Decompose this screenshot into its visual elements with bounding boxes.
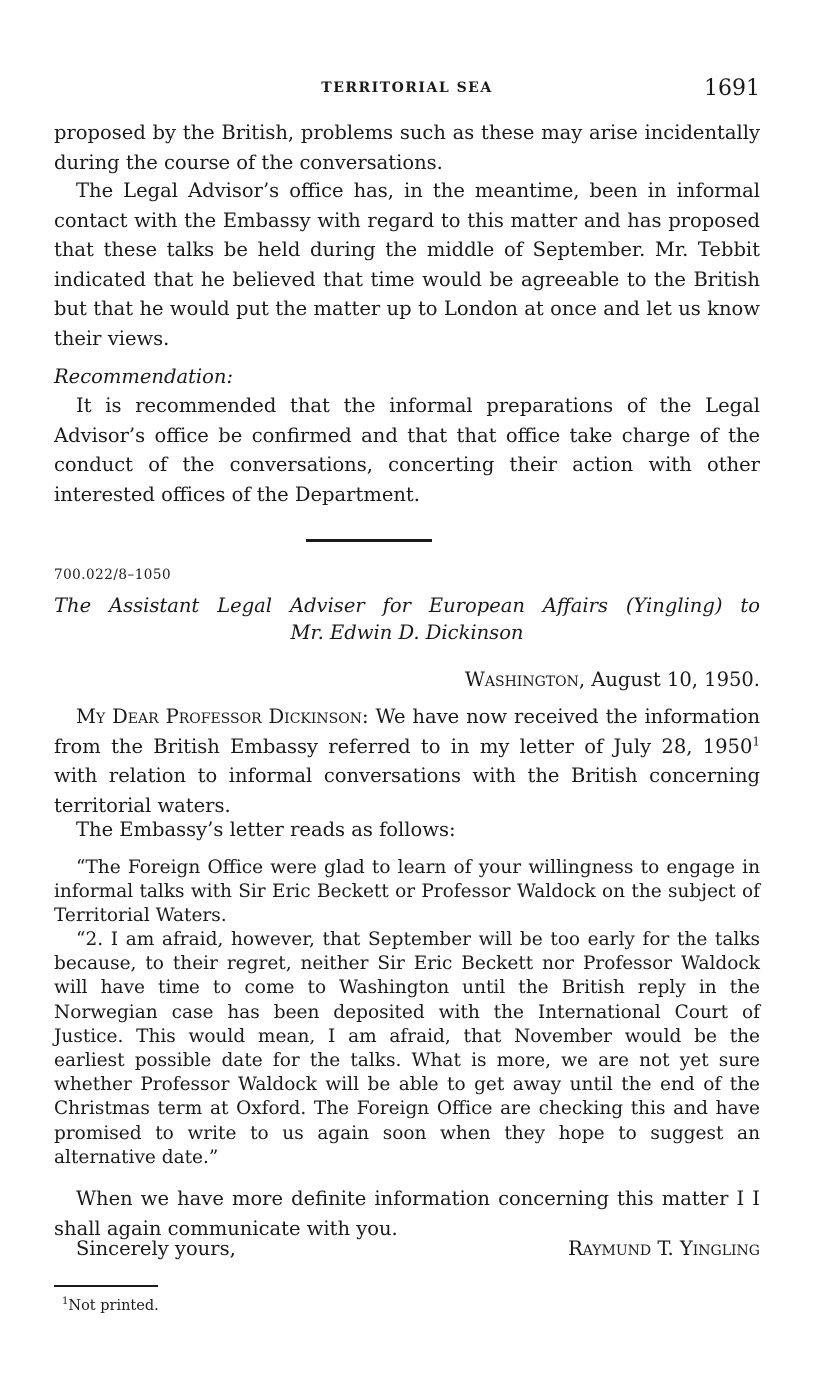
signoff-line	[54, 1237, 760, 1267]
paragraph-continuation: proposed by the British, problems such as these may arise incidentally during the course of the conversations.	[54, 121, 760, 174]
dateline-place: Washington,	[464, 668, 586, 691]
signature: Raymund T. Yingling	[568, 1237, 760, 1260]
letter-paragraph-1-text-a: We have now received the information from the British Embassy referred to in my letter of July 28, 1950	[54, 705, 761, 758]
footnote-text: Not printed.	[68, 1297, 159, 1314]
dateline	[465, 668, 760, 691]
section-divider	[306, 539, 432, 542]
letter-paragraph-1	[54, 702, 760, 820]
running-head-title: TERRITORIAL SEA	[321, 80, 493, 96]
quote-paragraph-2: “2. I am afraid, however, that September will be too early for the talks because, to their regret, neither Sir Eric Beckett nor Professor Waldock will have time to come to Washington until the British reply in the Norwegian case has been deposited with the International Court of Justice. This would mean, I am afraid, that November would be the earliest possible date for the talks. What is more, we are not yet sure whether Professor Waldock will be able to get away until the end of the Christmas term at Oxford. The Foreign Office are checking this and have promised to write to us again soon when they hope to suggest an alternative date.”	[54, 929, 760, 1168]
footnote-reference: 1	[752, 734, 760, 749]
footnote	[62, 1296, 159, 1314]
document-title	[54, 592, 760, 646]
recommendation-heading: Recommendation:	[54, 365, 234, 388]
running-head	[54, 76, 760, 106]
page-number: 1691	[704, 76, 760, 101]
sign-off: Sincerely yours,	[76, 1237, 236, 1260]
closing-paragraph: When we have more definite information concerning this matter I I shall again communicate with you.	[54, 1187, 760, 1240]
footnote-rule	[54, 1285, 158, 1287]
letter-paragraph-2: The Embassy’s letter reads as follows:	[76, 818, 456, 841]
letter-paragraph-1-text-b: with relation to informal conversations with the British concerning territorial waters.	[54, 764, 760, 817]
document-title-line-1: The Assistant Legal Adviser for European Affairs (Yingling) to	[54, 594, 760, 617]
file-number: 700.022/8–1050	[54, 567, 172, 583]
dateline-date: August 10, 1950.	[591, 668, 760, 691]
paragraph-legal-office: The Legal Advisor’s office has, in the meantime, been in informal contact with the Embassy with regard to this matter and has proposed that these talks be held during the middle of September. Mr. Tebbit indicated that he believed that time would be agreeable to the British but that he would put the matter up to London at once and let us know their views.	[54, 179, 760, 350]
document-title-line-2: Mr. Edwin D. Dickinson	[290, 621, 524, 644]
recommendation-text: It is recommended that the informal preparations of the Legal Advisor’s office be confirmed and that that office take charge of the conduct of the conversations, concerting their action with other interested offices of the Department.	[54, 394, 760, 506]
quote-paragraph-1: “The Foreign Office were glad to learn of your willingness to engage in informal talks with Sir Eric Beckett or Professor Waldock on the subject of Territorial Waters.	[54, 857, 760, 927]
footnote-marker: 1	[62, 1296, 69, 1307]
salutation: My Dear Professor Dickinson:	[76, 705, 369, 728]
